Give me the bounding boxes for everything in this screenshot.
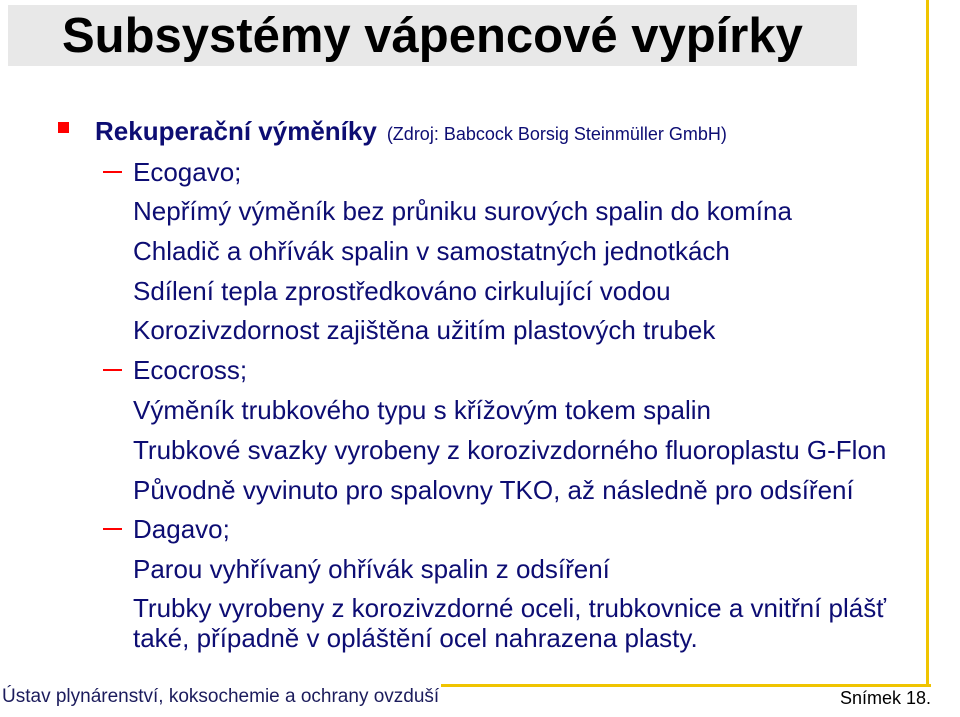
dash-bullet-icon [103, 528, 122, 530]
slide-number: Snímek 18. [840, 688, 932, 708]
sub-point: Výměník trubkového typu s křížovým tokem spalin [133, 395, 712, 425]
sub-point: Parou vyhřívaný ohřívák spalin z odsíření [133, 554, 610, 584]
accent-vertical-line [926, 0, 929, 686]
footer-institute: Ústav plynárenství, koksochemie a ochrany ovzduší [2, 686, 440, 707]
section-heading-dagavo: Dagavo; [133, 514, 230, 544]
slide-title: Subsystémy vápencové vypírky [62, 9, 803, 63]
dash-bullet-icon [103, 369, 122, 371]
sub-point: Sdílení tepla zprostředkováno cirkulující vodou [133, 276, 671, 306]
sub-point: Trubky vyrobeny z korozivzdorné oceli, trubkovnice a vnitřní plášť také, případně v opláštění ocel nahrazena plasty. [133, 593, 886, 653]
section-heading-ecogavo: Ecogavo; [133, 157, 242, 187]
main-bullet [95, 116, 727, 151]
accent-horizontal-line [441, 684, 931, 687]
main-bullet-source: (Zdroj: Babcock Borsig Steinmüller GmbH) [386, 124, 727, 144]
sub-point: Nepřímý výměník bez průniku surových spalin do komína [133, 196, 792, 226]
section-heading-ecocross: Ecocross; [133, 355, 248, 385]
main-bullet-label: Rekuperační výměníky [95, 116, 377, 146]
sub-point: Korozivzdornost zajištěna užitím plastových trubek [133, 315, 716, 345]
dash-bullet-icon [103, 171, 122, 173]
sub-point: Trubkové svazky vyrobeny z korozivzdorného fluoroplastu G-Flon [133, 435, 887, 465]
sub-point: Původně vyvinuto pro spalovny TKO, až následně pro odsíření [133, 475, 854, 505]
sub-point: Chladič a ohřívák spalin v samostatných jednotkách [133, 236, 730, 266]
square-bullet-icon [58, 122, 69, 133]
